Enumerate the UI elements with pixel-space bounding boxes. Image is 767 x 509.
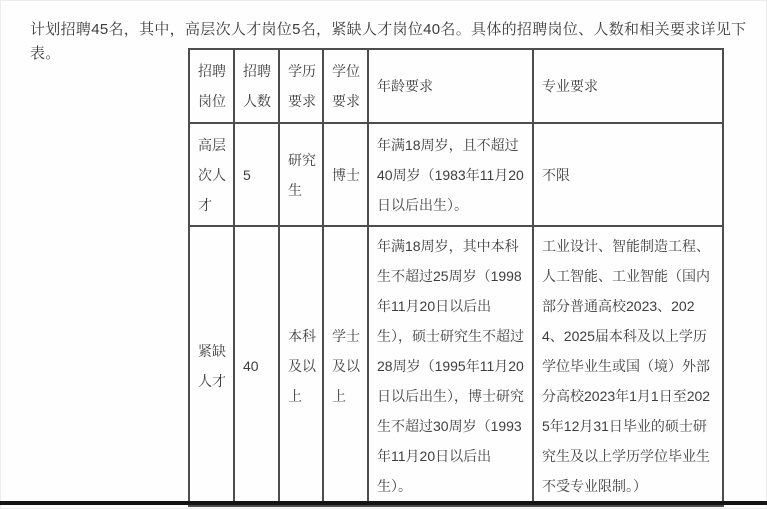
header-major: 专业要求	[533, 49, 723, 123]
recruitment-table	[188, 48, 724, 507]
table-header-row	[189, 49, 723, 123]
cell-count: 40	[234, 226, 279, 506]
cell-degree: 学士及以上	[323, 226, 368, 506]
cell-position: 高层次人才	[189, 123, 234, 226]
table-row	[189, 123, 723, 226]
bottom-divider	[0, 501, 767, 505]
cell-major: 不限	[533, 123, 723, 226]
cell-education: 本科及以上	[279, 226, 323, 506]
header-education: 学历要求	[279, 49, 323, 123]
cell-degree: 博士	[323, 123, 368, 226]
cell-position: 紧缺人才	[189, 226, 234, 506]
cell-age: 年满18周岁，且不超过40周岁（1983年11月20日以后出生）。	[368, 123, 533, 226]
cell-major: 工业设计、智能制造工程、人工智能、工业智能（国内部分普通高校2023、2024、2025届本科及以上学历学位毕业生或国（境）外部分高校2023年1月1日至2025年12月31日毕业的硕士研究生及以上学历学位毕业生不受专业限制。）	[533, 226, 723, 506]
header-age: 年龄要求	[368, 49, 533, 123]
header-position: 招聘岗位	[189, 49, 234, 123]
table-row	[189, 226, 723, 506]
header-count: 招聘人数	[234, 49, 279, 123]
header-degree: 学位要求	[323, 49, 368, 123]
cell-count: 5	[234, 123, 279, 226]
cell-education: 研究生	[279, 123, 323, 226]
intro-paragraph: 计划招聘45名，其中，高层次人才岗位5名，紧缺人才岗位40名。具体的招聘岗位、人数和相关要求详见下表。	[30, 21, 747, 62]
cell-age: 年满18周岁，其中本科生不超过25周岁（1998年11月20日以后出生），硕士研究生不超过28周岁（1995年11月20日以后出生），博士研究生不超过30周岁（1993年11月20日以后出生）。	[368, 226, 533, 506]
